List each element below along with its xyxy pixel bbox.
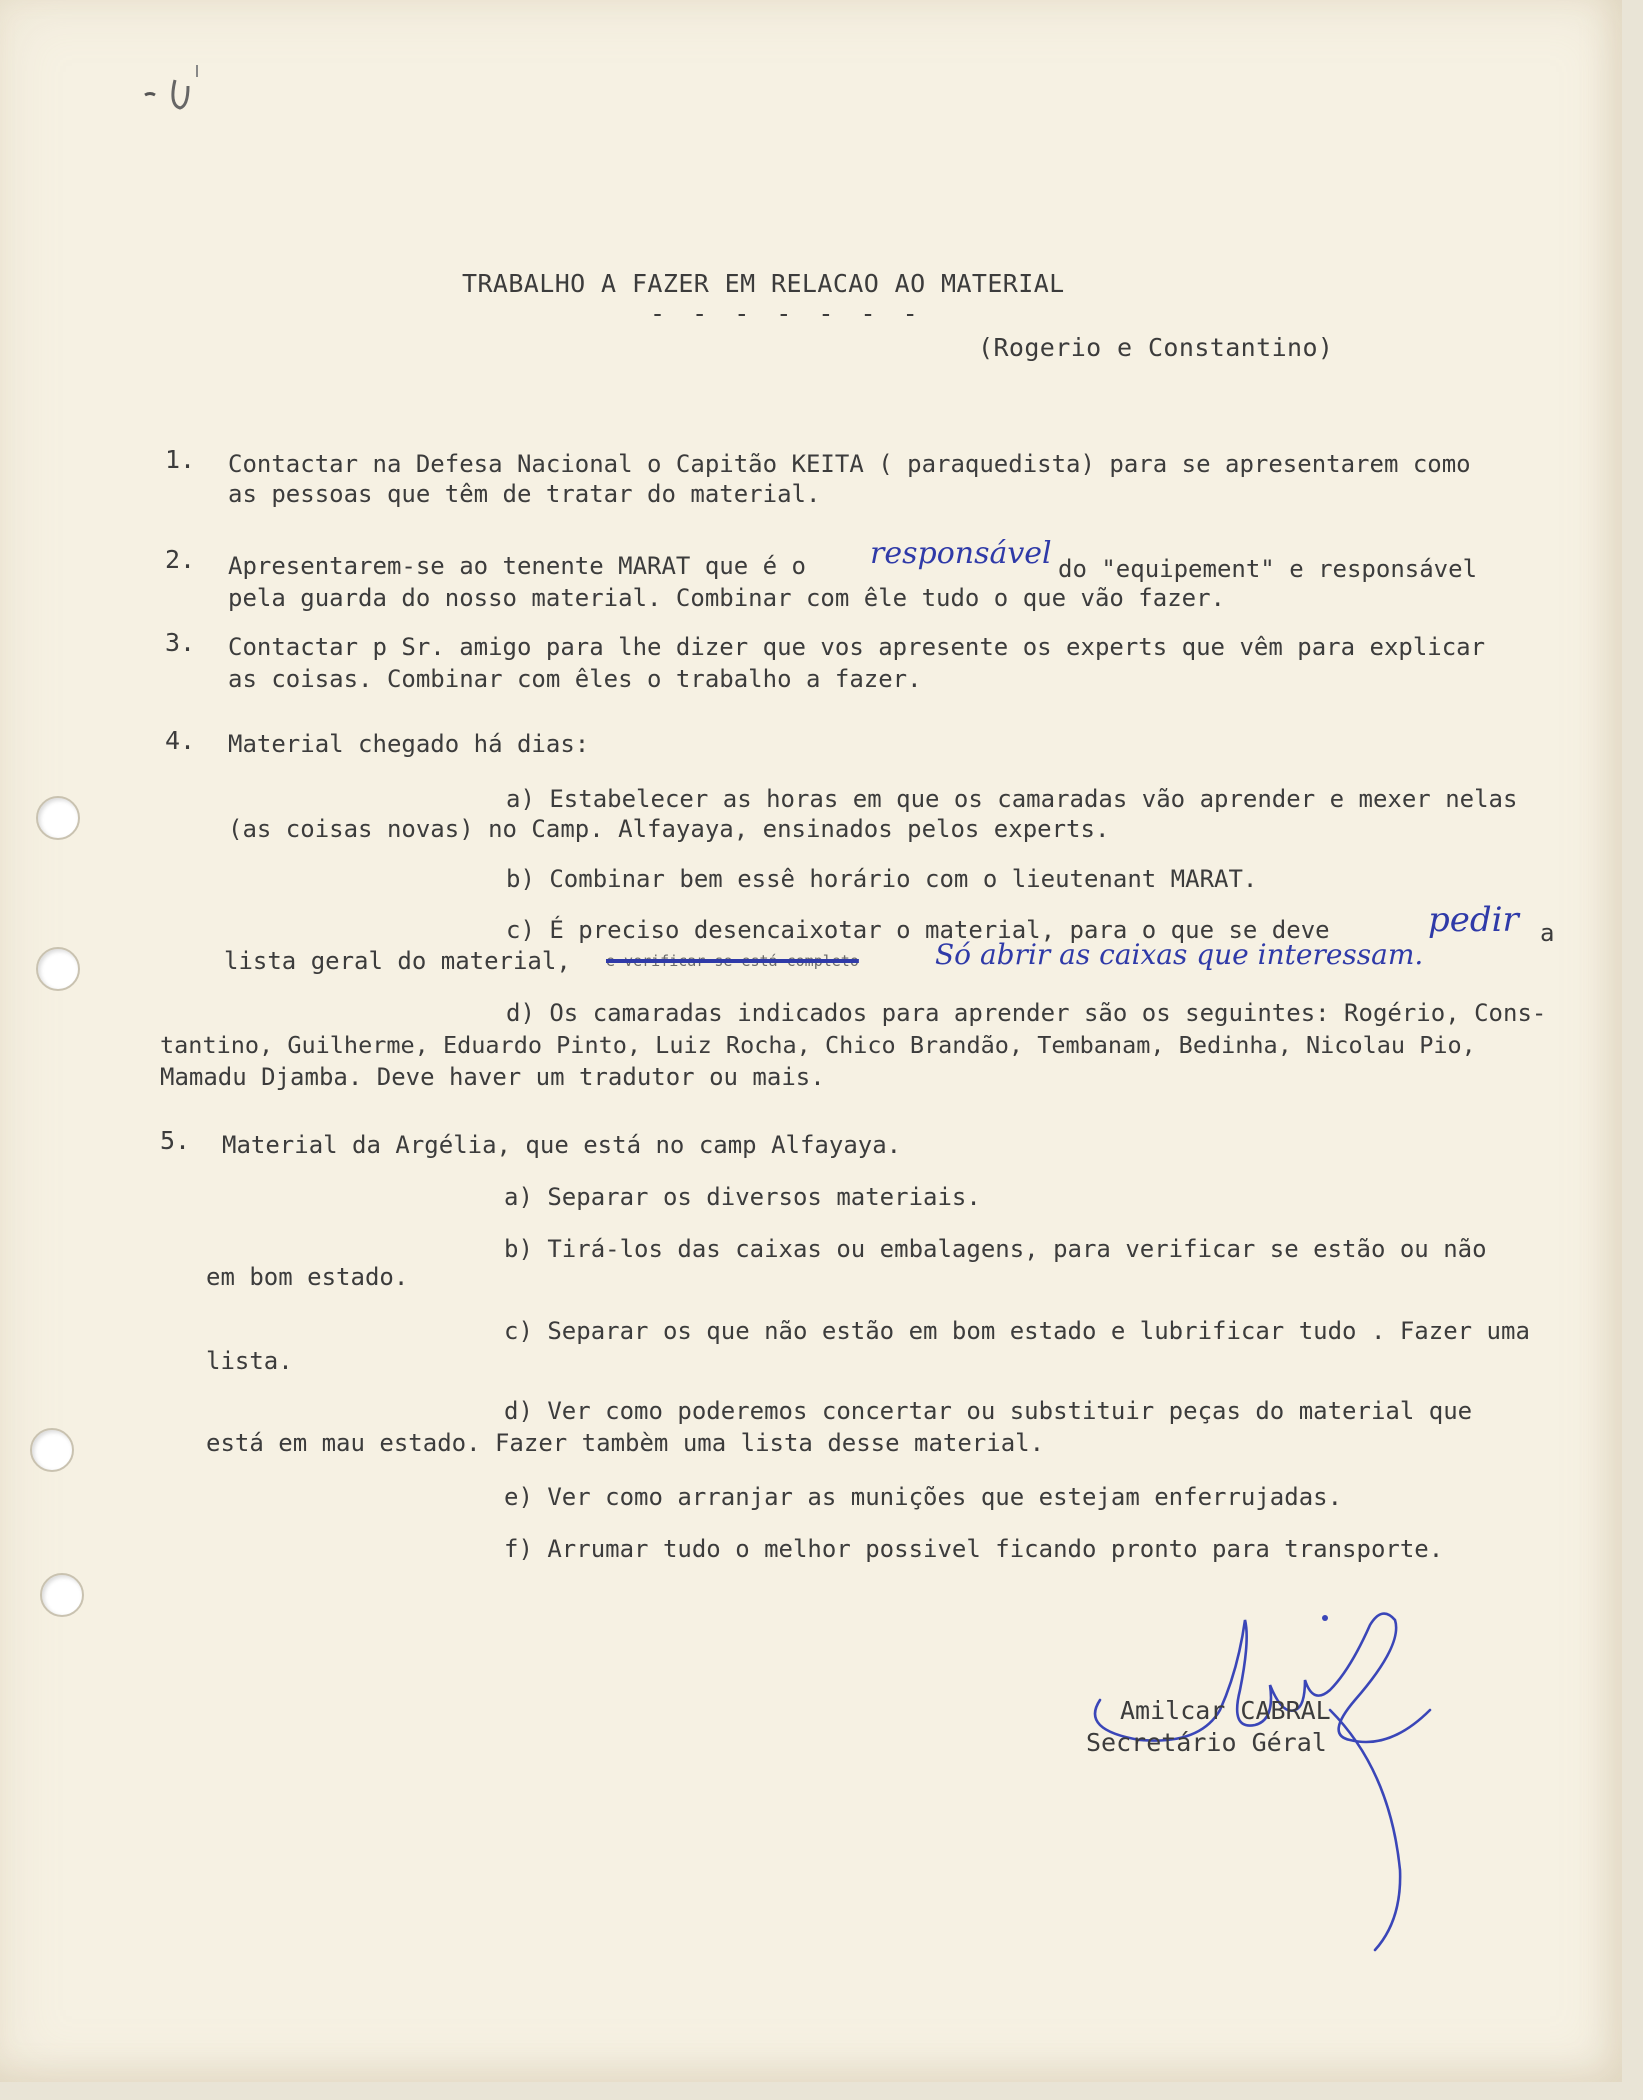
item-4a-line-1: a) Estabelecer as horas em que os camaradas vão aprender e mexer nelas	[506, 785, 1518, 813]
item-4-heading: Material chegado há dias:	[228, 730, 590, 758]
item-3-line-2: as coisas. Combinar com êles o trabalho a fazer.	[228, 665, 922, 693]
handwritten-note: responsável	[870, 536, 1052, 571]
item-5c-line-2: lista.	[206, 1347, 293, 1375]
punch-hole	[40, 1573, 84, 1617]
signatory-name: Amilcar CABRAL	[1120, 1696, 1331, 1725]
item-1-line-2: as pessoas que têm de tratar do material.	[228, 480, 821, 508]
item-number: 1.	[165, 445, 196, 474]
item-5b-line-1: b) Tirá-los das caixas ou embalagens, para verificar se estão ou não	[504, 1235, 1487, 1263]
item-3-line-1: Contactar p Sr. amigo para lhe dizer que vos apresente os experts que vêm para explicar	[228, 633, 1486, 661]
punch-hole	[36, 796, 80, 840]
item-5d-line-1: d) Ver como poderemos concertar ou substituir peças do material que	[504, 1397, 1473, 1425]
item-2-line-1b: do "equipement" e responsável	[1058, 555, 1478, 583]
struck-out-text: e verificar se está completo	[606, 952, 859, 970]
handwritten-note: pedir	[1428, 900, 1519, 940]
item-4c-line-1b: a	[1540, 919, 1555, 947]
title-underline: - - - - - - -	[650, 299, 924, 328]
handwritten-note: Só abrir as caixas que interessam.	[935, 938, 1424, 971]
item-5a-line-1: a) Separar os diversos materiais.	[504, 1183, 981, 1211]
document-subtitle: (Rogerio e Constantino)	[978, 333, 1334, 362]
item-5f-line-1: f) Arrumar tudo o melhor possivel ficando pronto para transporte.	[504, 1535, 1444, 1563]
ink-mark-icon	[135, 60, 215, 120]
document-title: TRABALHO A FAZER EM RELACAO AO MATERIAL	[462, 269, 1065, 298]
item-4c-line-2a: lista geral do material,	[224, 947, 571, 975]
item-4d-line-2: tantino, Guilherme, Eduardo Pinto, Luiz Rocha, Chico Brandão, Tembanam, Bedinha, Nicolau Pio,	[160, 1031, 1476, 1059]
item-4a-line-2: (as coisas novas) no Camp. Alfayaya, ensinados pelos experts.	[228, 815, 1110, 843]
item-number: 4.	[165, 726, 196, 755]
handwritten-signature	[1080, 1600, 1480, 1960]
punch-hole	[36, 947, 80, 991]
item-4d-line-3: Mamadu Djamba. Deve haver um tradutor ou mais.	[160, 1063, 825, 1091]
item-5-heading: Material da Argélia, que está no camp Alfayaya.	[222, 1131, 902, 1159]
item-4c-line-1a: c) É preciso desencaixotar o material, para o que se deve	[506, 916, 1330, 944]
item-5c-line-1: c) Separar os que não estão em bom estado e lubrificar tudo . Fazer uma	[504, 1317, 1530, 1345]
punch-hole	[30, 1428, 74, 1472]
item-number: 5.	[160, 1126, 191, 1155]
signature-block	[1086, 1695, 1331, 1759]
item-1-line-1: Contactar na Defesa Nacional o Capitão KEITA ( paraquedista) para se apresentarem como	[228, 450, 1471, 478]
item-5e-line-1: e) Ver como arranjar as munições que estejam enferrujadas.	[504, 1483, 1343, 1511]
signatory-role: Secretário Géral	[1086, 1728, 1327, 1757]
item-4b-line-1: b) Combinar bem essê horário com o lieutenant MARAT.	[506, 865, 1258, 893]
item-number: 2.	[165, 545, 196, 574]
item-4d-line-1: d) Os camaradas indicados para aprender são os seguintes: Rogério, Cons-	[506, 999, 1547, 1027]
item-number: 3.	[165, 628, 196, 657]
item-2-line-2: pela guarda do nosso material. Combinar com êle tudo o que vão fazer.	[228, 584, 1225, 612]
item-5b-line-2: em bom estado.	[206, 1263, 409, 1291]
item-2-line-1a: Apresentarem-se ao tenente MARAT que é o	[228, 552, 806, 580]
item-5d-line-2: está em mau estado. Fazer tambèm uma lista desse material.	[206, 1429, 1045, 1457]
